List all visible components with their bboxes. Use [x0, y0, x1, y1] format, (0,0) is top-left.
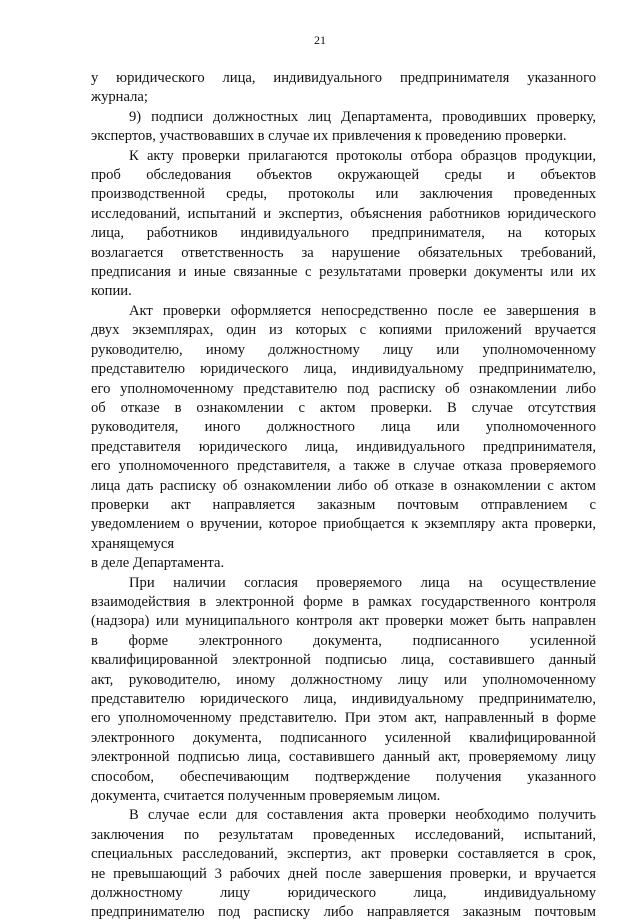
- text-line: уведомлением о вручении, которое приобщается к экземпляру акта проверки,: [91, 516, 596, 533]
- text-line: заключения по результатам проведенных исследований, испытаний,: [91, 826, 596, 843]
- text-line: представителю юридического лица, индивидуальному предпринимателю,: [91, 361, 596, 378]
- text-line: специальных расследований, экспертиз, акт проверки составляется в срок,: [91, 846, 596, 863]
- text-line: в деле Департамента.: [91, 555, 225, 572]
- text-line: в форме электронного документа, подписанного усиленной: [91, 632, 596, 649]
- text-line: не превышающий 3 рабочих дней после завершения проверки, и вручается: [91, 865, 596, 882]
- text-line: проверки акт направляется заказным почтовым отправлением с: [91, 496, 596, 513]
- text-line: лица дать расписку об ознакомлении либо об отказе в ознакомлении с актом: [91, 477, 596, 494]
- text-line: у юридического лица, индивидуального предпринимателя указанного: [91, 70, 596, 86]
- text-line: лица, работников индивидуального предпринимателя, на которых: [91, 225, 596, 242]
- text-line: об отказе в ознакомлении с актом проверки. В случае отсутствия: [91, 399, 596, 416]
- text-line: способом, обеспечивающим подтверждение получения указанного: [91, 768, 596, 785]
- text-line: представителя юридического лица, индивидуального предпринимателя,: [91, 438, 596, 455]
- text-line: К акту проверки прилагаются протоколы отбора образцов продукции,: [129, 147, 596, 164]
- text-line: производственной среды, протоколы или заключения проведенных: [91, 186, 596, 203]
- text-line: копии.: [91, 283, 132, 300]
- text-line: электронной подписью лица, составившего данный акт, проверяемому лицу: [91, 749, 596, 766]
- text-line: его уполномоченному представителю. При этом акт, направленный в форме: [91, 710, 596, 727]
- text-line: В случае если для составления акта проверки необходимо получить: [129, 807, 596, 824]
- text-line: исследований, испытаний и экспертиз, объяснения работников юридического: [91, 205, 596, 222]
- text-line: представителю юридического лица, индивидуальному предпринимателю,: [91, 691, 596, 707]
- text-line: При наличии согласия проверяемого лица на осуществление: [129, 574, 596, 591]
- text-line: документа, считается полученным проверяемым лицом.: [91, 788, 441, 805]
- text-line: руководителю, иному должностному лицу или уполномоченному: [91, 341, 596, 358]
- text-line: экспертов, участвовавших в случае их привлечения к проведению проверки.: [91, 128, 567, 145]
- text-line: должностному лицу юридического лица, индивидуальному: [91, 885, 596, 902]
- text-line: предпринимателю под расписку либо направляется заказным почтовым: [91, 904, 596, 921]
- text-line: квалифицированной электронной подписью лица, составившего данный: [91, 652, 596, 669]
- text-line: взаимодействия в электронной форме в рамках государственного контроля: [91, 593, 596, 610]
- text-line: Акт проверки оформляется непосредственно после ее завершения в: [129, 302, 596, 319]
- text-line: руководителя, иного должностного лица или уполномоченного: [91, 419, 596, 436]
- text-line: возлагается ответственность за нарушение обязательных требований,: [91, 244, 596, 261]
- text-line: хранящемуся: [91, 535, 175, 552]
- text-line: его уполномоченного представителя, а также в случае отказа проверяемого: [91, 458, 596, 475]
- text-line: двух экземплярах, один из которых с копиями приложений вручается: [91, 322, 596, 339]
- text-line: электронного документа, подписанного усиленной квалифицированной: [91, 729, 596, 746]
- text-line: предписания и иные связанные с результатами проверки документы или их: [91, 264, 596, 281]
- text-line: проб обследования объектов окружающей среды и объектов: [91, 167, 596, 184]
- text-line: (надзора) или муниципального контроля акт проверки может быть направлен: [91, 613, 596, 630]
- text-line: акт, руководителю, иному должностному лицу или уполномоченному: [91, 671, 596, 688]
- document-body: [91, 69, 596, 923]
- text-line: 9) подписи должностных лиц Департамента, проводивших проверку,: [129, 108, 596, 125]
- text-line: его уполномоченному представителю под расписку об ознакомлении либо: [91, 380, 596, 397]
- text-line: журнала;: [91, 89, 148, 106]
- page-number: 21: [314, 33, 326, 47]
